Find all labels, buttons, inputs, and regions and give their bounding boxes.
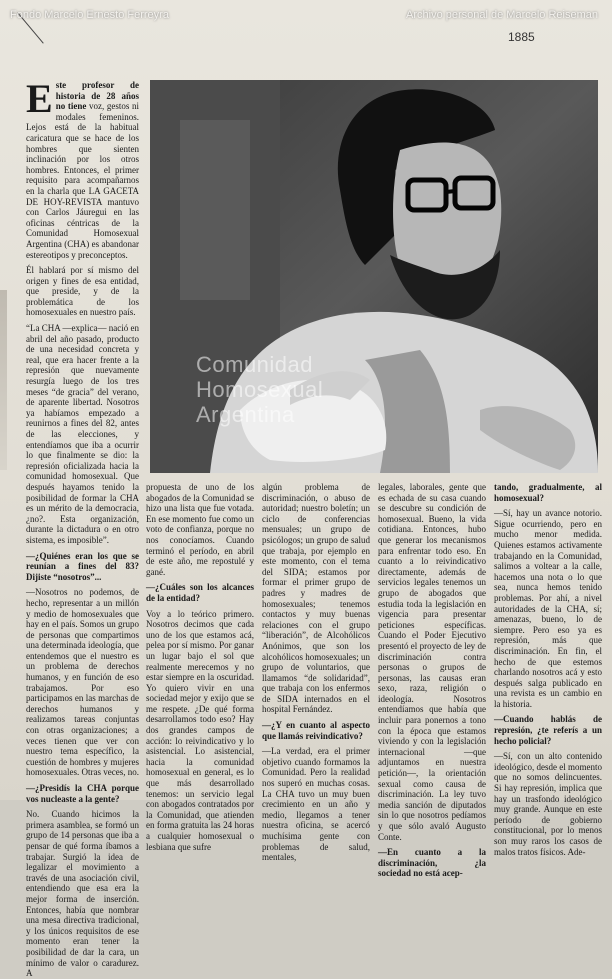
lead-text: ste profesor de historia de 28 años no tiene — [55, 80, 139, 112]
paragraph: —Nosotros no podemos, de hecho, representar a un millón y medio de homosexuales que hay en el país. Somos un grupo de personas que compartimos una determinada ideología, que entendemos que el nuestro es un problema de derechos humanos, y en función de eso trabajamos. Por eso participamos en las marchas de derechos humanos y realizamos tareas conjuntas con otras organizaciones; a veces tienen que ver con nuestro tema específico, la cuestión de hombres y mujeres homosexuales. Otras veces, no. — [26, 587, 139, 778]
drop-cap: E — [26, 76, 53, 121]
column-4 — [378, 482, 486, 879]
intro-paragraph: voz, gestos ni modales femeninos. Lejos está de la habitual caricatura que se hace de los hombres que sienten inclinación por los otros hombres. Entonces, el primer requisito para acompañarnos en la charla que LA GACETA DE HOY-REVISTA mantuvo con Carlos Jáuregui en las oficinas céntricas de la Comunidad Homosexual Argentina (CHA) es abandonar estereotipos y preconceptos. — [26, 101, 139, 260]
interview-question: tando, gradualmente, al homosexual? — [494, 482, 602, 503]
watermark-line: Argentina — [196, 402, 295, 427]
archive-watermark — [196, 352, 456, 427]
watermark-line: Comunidad — [196, 352, 314, 377]
paragraph: Voy a lo teórico primero. Nosotros decimos que cada uno de los que estamos acá, pelea por sí mismo. Por ganar un lugar bajo el sol que realmente merecemos y no estar siempre en la oscuridad. Yo quiero vivir en una sociedad mejor y exijo que se me respete. ¿De qué forma desarrollamos todo eso? Hay dos grandes campos de acción: lo reivindicativo y lo asistencial. Lo asistencial, hacia la comunidad homosexual en general, es lo que más desarrollado tenemos: un servicio legal con abogados contratados por la Comunidad, que atienden en forma gratuita las 24 horas a cualquier homosexual o lesbiana que sufre — [146, 608, 254, 852]
archive-fonds-label: Fondo Marcelo Ernesto Ferreyra — [10, 9, 169, 21]
column-5 — [494, 482, 602, 857]
interview-question: —¿Quiénes eran los que se reunían a fines del 83? Dijiste “nosotros”... — [26, 550, 139, 582]
interview-question: —Cuando hablás de represión, ¿te referís a un hecho policial? — [494, 714, 602, 746]
paragraph: algún problema de discriminación, o abuso de autoridad; nuestro boletín; un ciclo de conferencias mensuales; un grupo de psicólogos; un grupo de salud que trabaja, por ejemplo en este momento, con el tema del SIDA; estamos por formar el primer grupo de padres y madres de homosexuales; tenemos contactos y muy buenas relaciones con el grupo “liberación”, de Alcohólicos Anónimos, que son los alcohólicos homosexuales; un grupo de voluntarios, que llamamos “de solidaridad”, que trabaja con los enfermos de SIDA internados en el hospital Fernández. — [262, 482, 370, 715]
archive-owner-label: Archivo personal de Marcelo Reiseman — [406, 9, 598, 21]
column-3 — [262, 482, 370, 863]
interview-question: —¿Presidís la CHA porque vos nucleaste a la gente? — [26, 783, 139, 804]
column-1 — [26, 76, 139, 979]
paragraph: —Sí, con un alto contenido ideológico, desde el momento que no somos delincuentes. Si hay represión, implica que hay un trasfondo ideológico muy grande. Aunque en este período de gobierno constitucional, por lo menos son muy raros los casos de malos tratos físicos. Ade- — [494, 751, 602, 857]
paragraph: No. Cuando hicimos la primera asamblea, se formó un grupo de 14 personas que iba a pensar de qué forma íbamos a trabajar. Surgió la idea de legalizar el movimiento a través de una asociación civil, entendiendo que esa era la mejor forma de inserción. Entonces, había que nombrar una mesa directiva tradicional, y los únicos requisitos de ese momento eran tener la posibilidad de dar la cara, un mínimo de valor o caradurez. A — [26, 809, 139, 979]
paragraph: legales, laborales, gente que es echada de su casa cuando se descubre su condición de homosexual. Bueno, la vida cotidiana. Entonces, hubo que generar los mecanismos para enfrentar todo eso. En cuanto a lo reivindicativo directamente, además de servicios legales tenemos un grupo de abogados que estudia toda la legislación en vigencia para presentar peticiones específicas. Cuando el Poder Ejecutivo presentó el proyecto de ley de discriminación contra personas o grupos de personas, las causas eran sexo, raza, religión o ideología. Nosotros entendíamos que había que incluir para ponernos a tono con la época que estamos viviendo y con la legislación internacional —que adjuntamos en nuestra petición—, la orientación sexual como causa de discriminación. La ley tuvo media sanción de diputados sin lo que nosotros pedíamos y que sólo avaló Augusto Conte. — [378, 482, 486, 842]
page-number: 1885 — [508, 30, 535, 44]
interview-question: —En cuanto a la discriminación, ¿la sociedad no está acep- — [378, 847, 486, 879]
paragraph: —La verdad, era el primer objetivo cuando formamos la Comunidad. Pero la realidad nos superó en muchas cosas. La CHA tuvo un muy buen crecimiento en un año y medio, llegamos a tener nuestra oficina, se acercó muchísima gente con problemas de salud, mentales, — [262, 746, 370, 863]
interview-question: —¿Cuáles son los alcances de la entidad? — [146, 582, 254, 603]
paragraph: propuesta de uno de los abogados de la Comunidad se hizo una lista que fue votada. En ese momento fue como un voto de confianza, porque no nos conocíamos. Cuando terminó el período, en abril de este año, me repostulé y gané. — [146, 482, 254, 577]
paragraph: “La CHA —explica— nació en abril del año pasado, producto de una necesidad concreta y real, que era hacer frente a la represión que nuevamente resurgía luego de los tres meses “de gracia” del verano, de aparente libertad. Nosotros ya habíamos empezado a reunirnos a fines del 82, antes de las elecciones, y entendíamos que iba a ocurrir lo que finalmente se dio: la represión oficializada hacia la comunidad homosexual. Que después hayamos tenido la posibilidad de formar la CHA es un mérito de la democracia, ¿no?. Esta organización, durante la dictadura o en otro sistema, es imposible”. — [26, 323, 139, 545]
column-2 — [146, 482, 254, 852]
interview-question: —¿Y en cuanto al aspecto que llamás reivindicativo? — [262, 720, 370, 741]
binding-edge — [0, 290, 7, 470]
watermark-line: Homosexual — [196, 377, 324, 402]
paragraph: —Sí, hay un avance notorio. Sigue ocurriendo, pero en mucho menor medida. Quienes estamos activamente trabajando en la Comunidad, salimos a voltear a la calle, hacemos una nota o lo que sea, nunca hemos tenido problemas. Por ahí, a nivel autoridades de la CHA, sí; amenazas, bueno, lo de siempre. Pero eso ya es represión, más que discriminación. En fin, el hecho de que estemos charlando nosotros acá y esto después salga publicado en una revista es un cambio en la historia. — [494, 508, 602, 709]
paragraph: Él hablará por sí mismo del origen y fines de esa entidad, que preside, y de la problemática de los homosexuales en nuestro país. — [26, 265, 139, 318]
